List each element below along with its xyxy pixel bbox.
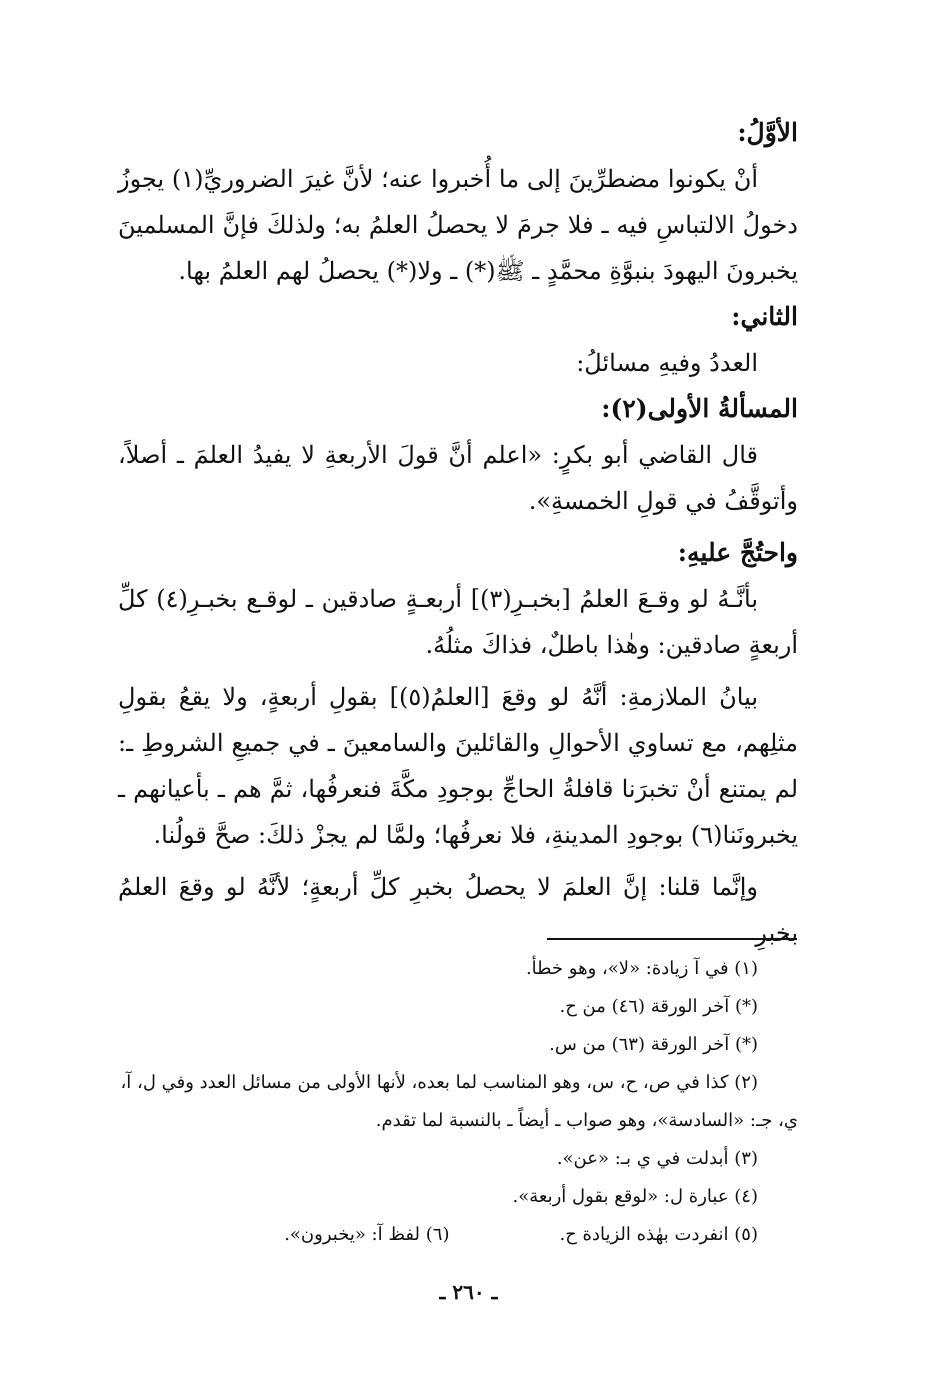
- footnote-8: (٦) لفظ آ: «يخبرون».: [284, 1224, 450, 1245]
- footnote-divider: [547, 938, 797, 940]
- footnotes: [118, 950, 798, 1254]
- footnote-1: (١) في آ زيادة: «لا»، وهو خطأ.: [525, 958, 758, 979]
- footnote-4: (٢) كذا في ص، ح، س، وهو المناسب لما بعده، لأنها الأولى من مسائل العدد وفي ل، آ، ي، جـ: «السادسة»، وهو صواب ـ أيضاً ـ بالنسبة لما تقدم.: [120, 1072, 798, 1131]
- paragraph-4: بيانُ الملازمةِ: أنَّهُ لو وقعَ [العلمُ(٥)] بقولِ أربعةٍ، ولا يقعُ بقولِ مثلِهم، مع تساوي الأحوالِ والقائلينَ والسامعينَ ـ في جميعِ الشروطِ ـ: لم يمتنع أنْ تخبرَنا قافلةُ الحاجِّ بوجودِ مكَّةَ فنعرفُها، ثمَّ هم ـ بأعيانهم ـ يخبرونَنا(٦) بوجودِ المدينةِ، فلا نعرفُها؛ ولمَّا لم يجزْ ذلكَ: صحَّ قولُنا.: [118, 683, 799, 849]
- heading-second: الثاني:: [731, 302, 798, 331]
- subheading-number: العددُ وفيهِ مسائلُ:: [576, 349, 758, 377]
- paragraph-5: وإنَّما قلنا: إنَّ العلمَ لا يحصلُ بخبرِ كلِّ أربعةٍ؛ لأنَّهُ لو وقعَ العلمُ بخبرِ: [118, 873, 798, 947]
- footnote-5: (٣) أبدلت في ي بـ: «عن».: [556, 1148, 758, 1169]
- footnote-6: (٤) عبارة ل: «لوقع بقول أربعة».: [512, 1186, 758, 1207]
- page-number: ـ ٢٦٠ ـ: [439, 1280, 498, 1304]
- heading-first: الأوَّلُ:: [737, 118, 798, 147]
- footnote-2: (*) آخر الورقة (٤٦) من ح.: [559, 996, 758, 1017]
- paragraph-3: بأنَّـهُ لو وقـعَ العلمُ [بخبـرِ(٣)] أربعـةٍ صادقين ـ لوقـع بخبـرِ(٤) كلِّ أربعةٍ صادقين: وهٰذا باطلٌ، فذاكَ مثلُهُ.: [118, 585, 798, 659]
- heading-argument: واحتُجَّ عليهِ:: [677, 538, 798, 567]
- heading-first-issue: المسألةُ الأولى(٢):: [601, 394, 798, 423]
- main-text: [118, 110, 798, 956]
- paragraph-1: أنْ يكونوا مضطرِّينَ إلى ما أُخبروا عنه؛ لأنَّ غيرَ الضروريِّ(١) يجوزُ دخولُ الالتباسِ فيه ـ فلا جرمَ لا يحصلُ العلمُ به؛ ولذلكَ فإنَّ المسلمينَ يخبرونَ اليهودَ بنبوَّةِ محمَّدٍ ـ ﷺ(*) ـ ولا(*) يحصلُ لهم العلمُ بها.: [118, 165, 798, 285]
- footnote-row-last: [118, 1216, 798, 1254]
- paragraph-2: قال القاضي أبو بكرٍ: «اعلم أنَّ قولَ الأربعةِ لا يفيدُ العلمَ ـ أصلاً، وأتوقَّفُ في قولِ الخمسةِ».: [118, 441, 798, 515]
- footnote-7: (٥) انفردت بهٰذه الزيادة ح.: [559, 1224, 758, 1245]
- footnote-3: (*) آخر الورقة (٦٣) من س.: [549, 1034, 758, 1055]
